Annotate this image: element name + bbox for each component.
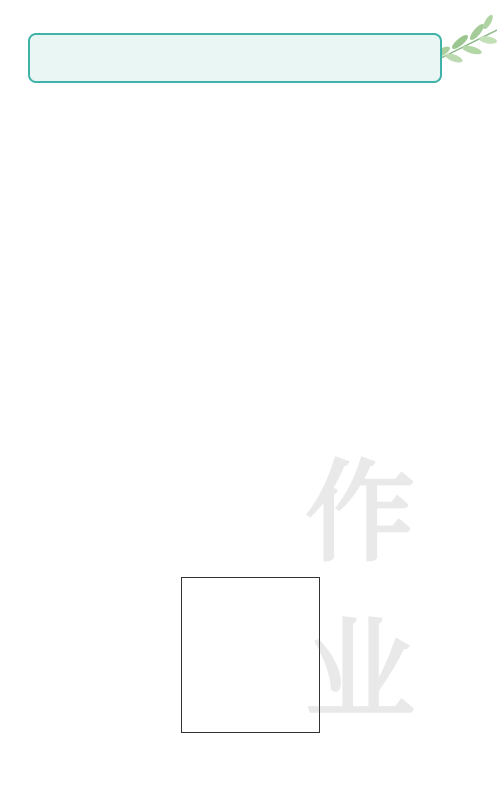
title-banner: [28, 33, 442, 83]
watermark: 作业: [305, 449, 409, 735]
dot-array-svg: [182, 578, 321, 734]
dot-array-figure: [181, 577, 320, 733]
